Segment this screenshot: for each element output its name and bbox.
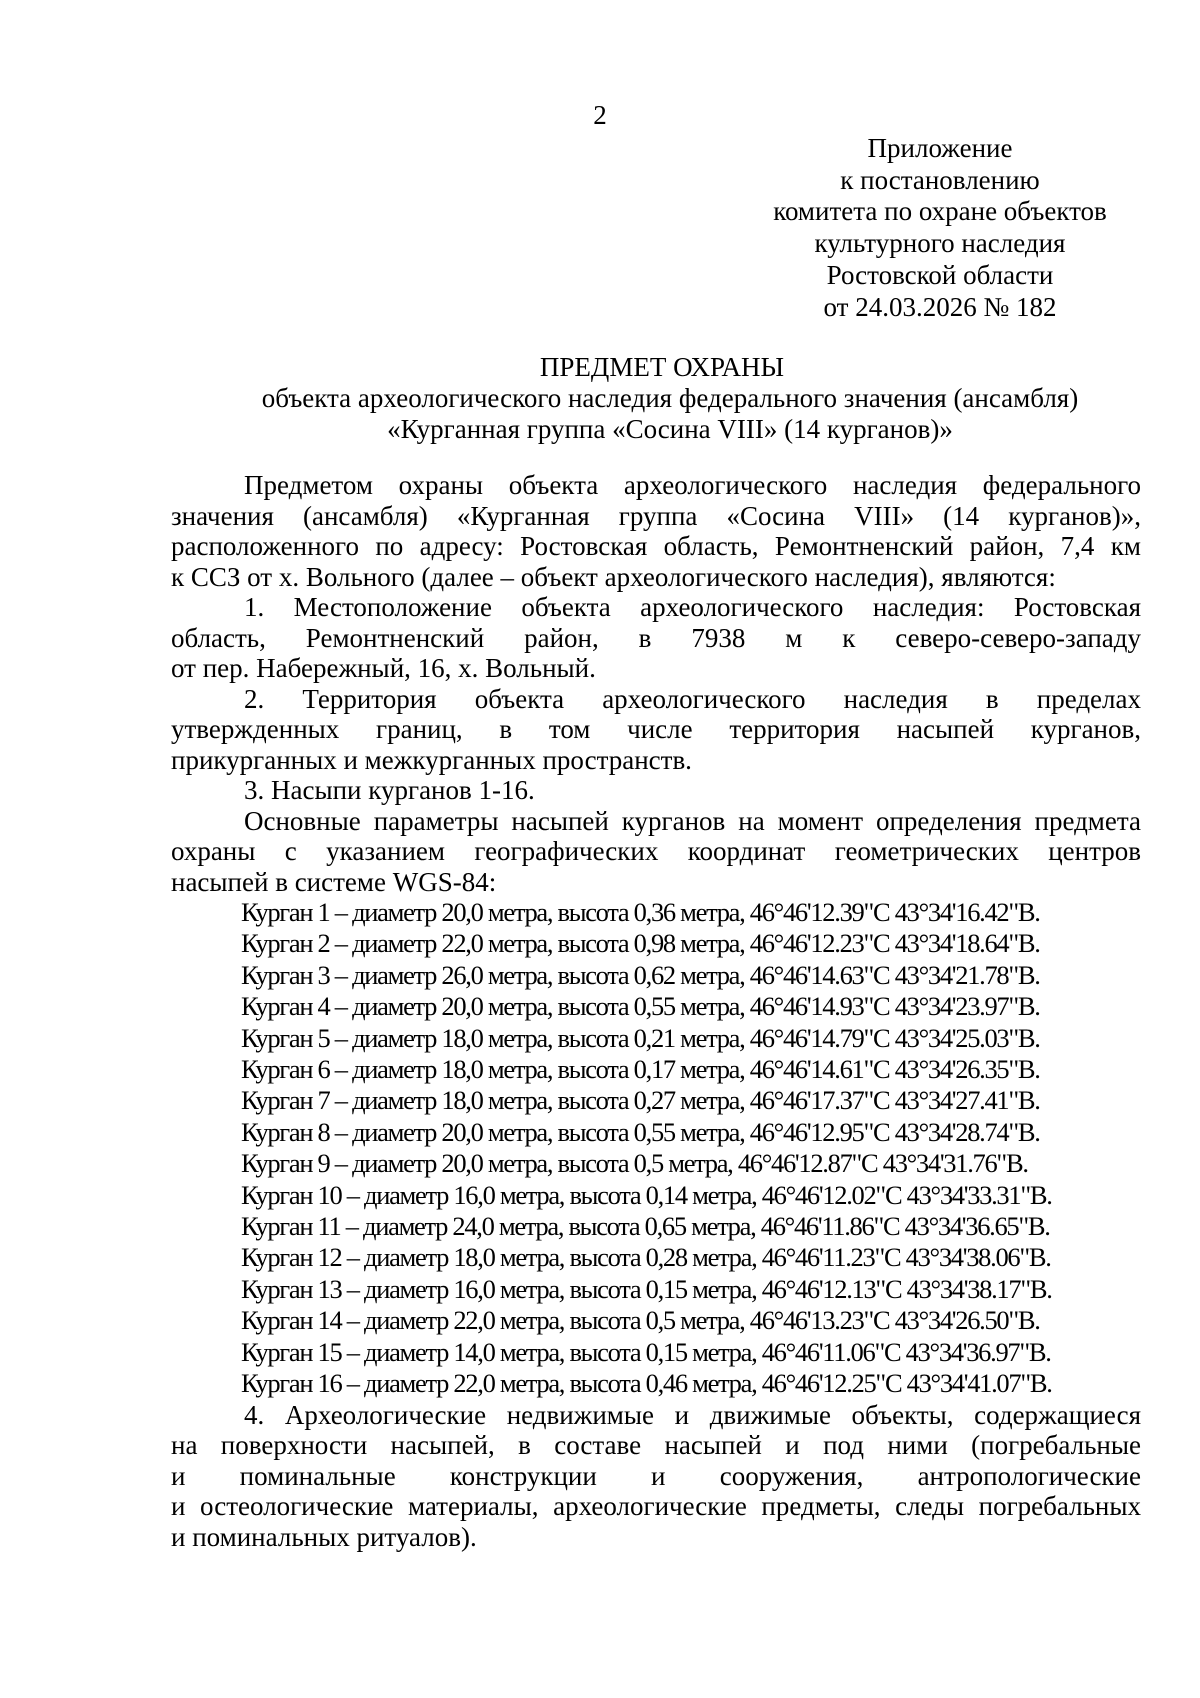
kurgan-entry: Курган 14 – диаметр 22,0 метра, высота 0,5 метра, 46°46'13.23"С 43°34'26.50"В. xyxy=(241,1305,1040,1336)
document-body xyxy=(171,470,1141,1552)
text-line: охраны с указанием географических координат геометрических центров xyxy=(171,836,1141,866)
text-line: насыпей в системе WGS-84: xyxy=(171,866,497,897)
kurgan-entry: Курган 2 – диаметр 22,0 метра, высота 0,98 метра, 46°46'12.23"С 43°34'18.64"В. xyxy=(241,928,1040,959)
annex-line: Ростовской области xyxy=(826,259,1054,290)
title-object-name: «Курганная группа «Сосина VIII» (14 курганов)» xyxy=(387,414,953,444)
text-line: на поверхности насыпей, в составе насыпей и под ними (погребальные xyxy=(171,1430,1141,1460)
kurgan-entry: Курган 1 – диаметр 20,0 метра, высота 0,36 метра, 46°46'12.39"С 43°34'16.42"В. xyxy=(241,897,1040,927)
text-line: 2. Территория объекта археологического наследия в пределах xyxy=(244,683,1141,714)
text-line: от пер. Набережный, 16, х. Вольный. xyxy=(171,653,596,683)
kurgan-entry: Курган 7 – диаметр 18,0 метра, высота 0,27 метра, 46°46'17.37"С 43°34'27.41"В. xyxy=(241,1085,1040,1116)
annex-line: Приложение xyxy=(867,133,1013,163)
text-line: расположенного по адресу: Ростовская область, Ремонтненский район, 7,4 км xyxy=(171,531,1141,561)
text-line: и поминальных ритуалов). xyxy=(171,1521,477,1552)
text-line: к ССЗ от х. Вольного (далее – объект археологического наследия), являются: xyxy=(171,561,1056,592)
kurgan-entry: Курган 5 – диаметр 18,0 метра, высота 0,21 метра, 46°46'14.79"С 43°34'25.03"В. xyxy=(241,1022,1040,1053)
text-line: 1. Местоположение объекта археологического наследия: Ростовская xyxy=(244,592,1141,622)
kurgan-entry: Курган 8 – диаметр 20,0 метра, высота 0,55 метра, 46°46'12.95"С 43°34'28.74"В. xyxy=(241,1116,1040,1147)
kurgan-list xyxy=(171,897,1141,1400)
params-paragraph xyxy=(171,806,1141,898)
text-line: и остеологические материалы, археологические предметы, следы погребальных xyxy=(171,1491,1141,1521)
item-2-paragraph xyxy=(171,684,1141,776)
document-title xyxy=(170,352,1170,445)
text-line: Основные параметры насыпей курганов на момент определения предмета xyxy=(244,805,1141,836)
text-line: 3. Насыпи курганов 1-16. xyxy=(244,775,535,805)
kurgan-entry: Курган 9 – диаметр 20,0 метра, высота 0,5 метра, 46°46'12.87"С 43°34'31.76"В. xyxy=(241,1148,1028,1179)
annex-line: комитета по охране объектов xyxy=(773,196,1107,227)
kurgan-entry: Курган 10 – диаметр 16,0 метра, высота 0,14 метра, 46°46'12.02"С 43°34'33.31"В. xyxy=(241,1179,1052,1210)
kurgan-entry: Курган 16 – диаметр 22,0 метра, высота 0,46 метра, 46°46'12.25"С 43°34'41.07"В. xyxy=(241,1368,1052,1399)
text-line: утвержденных границ, в том числе территория насыпей курганов, xyxy=(171,714,1141,744)
title-subheading: объекта археологического наследия федерального значения (ансамбля) xyxy=(261,383,1079,413)
text-line: и поминальные конструкции и сооружения, антропологические xyxy=(171,1460,1141,1491)
title-heading: ПРЕДМЕТ ОХРАНЫ xyxy=(539,352,785,382)
annex-line: от 24.03.2026 № 182 xyxy=(823,291,1057,322)
text-line: 4. Археологические недвижимые и движимые объекты, содержащиеся xyxy=(244,1399,1141,1430)
text-line: Предметом охраны объекта археологического наследия федерального xyxy=(244,470,1141,500)
kurgan-entry: Курган 3 – диаметр 26,0 метра, высота 0,62 метра, 46°46'14.63"С 43°34'21.78"В. xyxy=(241,959,1040,990)
kurgan-entry: Курган 6 – диаметр 18,0 метра, высота 0,17 метра, 46°46'14.61"С 43°34'26.35"В. xyxy=(241,1054,1040,1085)
kurgan-entry: Курган 15 – диаметр 14,0 метра, высота 0,15 метра, 46°46'11.06"С 43°34'36.97"В. xyxy=(241,1336,1051,1367)
text-line: значения (ансамбля) «Курганная группа «Сосина VIII» (14 курганов)», xyxy=(171,500,1141,531)
item-4-paragraph xyxy=(171,1400,1141,1553)
page-number: 2 xyxy=(593,100,607,130)
text-line: область, Ремонтненский район, в 7938 м к северо-северо-западу xyxy=(171,622,1141,653)
kurgan-entry: Курган 12 – диаметр 18,0 метра, высота 0,28 метра, 46°46'11.23"С 43°34'38.06"В. xyxy=(241,1242,1051,1273)
kurgan-entry: Курган 11 – диаметр 24,0 метра, высота 0,65 метра, 46°46'11.86"С 43°34'36.65"В. xyxy=(241,1211,1050,1242)
kurgan-entry: Курган 4 – диаметр 20,0 метра, высота 0,55 метра, 46°46'14.93"С 43°34'23.97"В. xyxy=(241,991,1040,1022)
text-line: прикурганных и межкурганных пространств. xyxy=(171,744,692,775)
intro-paragraph xyxy=(171,470,1141,592)
item-1-paragraph xyxy=(171,592,1141,684)
item-3-paragraph xyxy=(171,775,1141,806)
kurgan-entry: Курган 13 – диаметр 16,0 метра, высота 0,15 метра, 46°46'12.13"С 43°34'38.17"В. xyxy=(241,1273,1052,1304)
annex-line: к постановлению xyxy=(840,164,1040,195)
annex-block xyxy=(755,133,1125,323)
annex-line: культурного наследия xyxy=(814,228,1066,259)
